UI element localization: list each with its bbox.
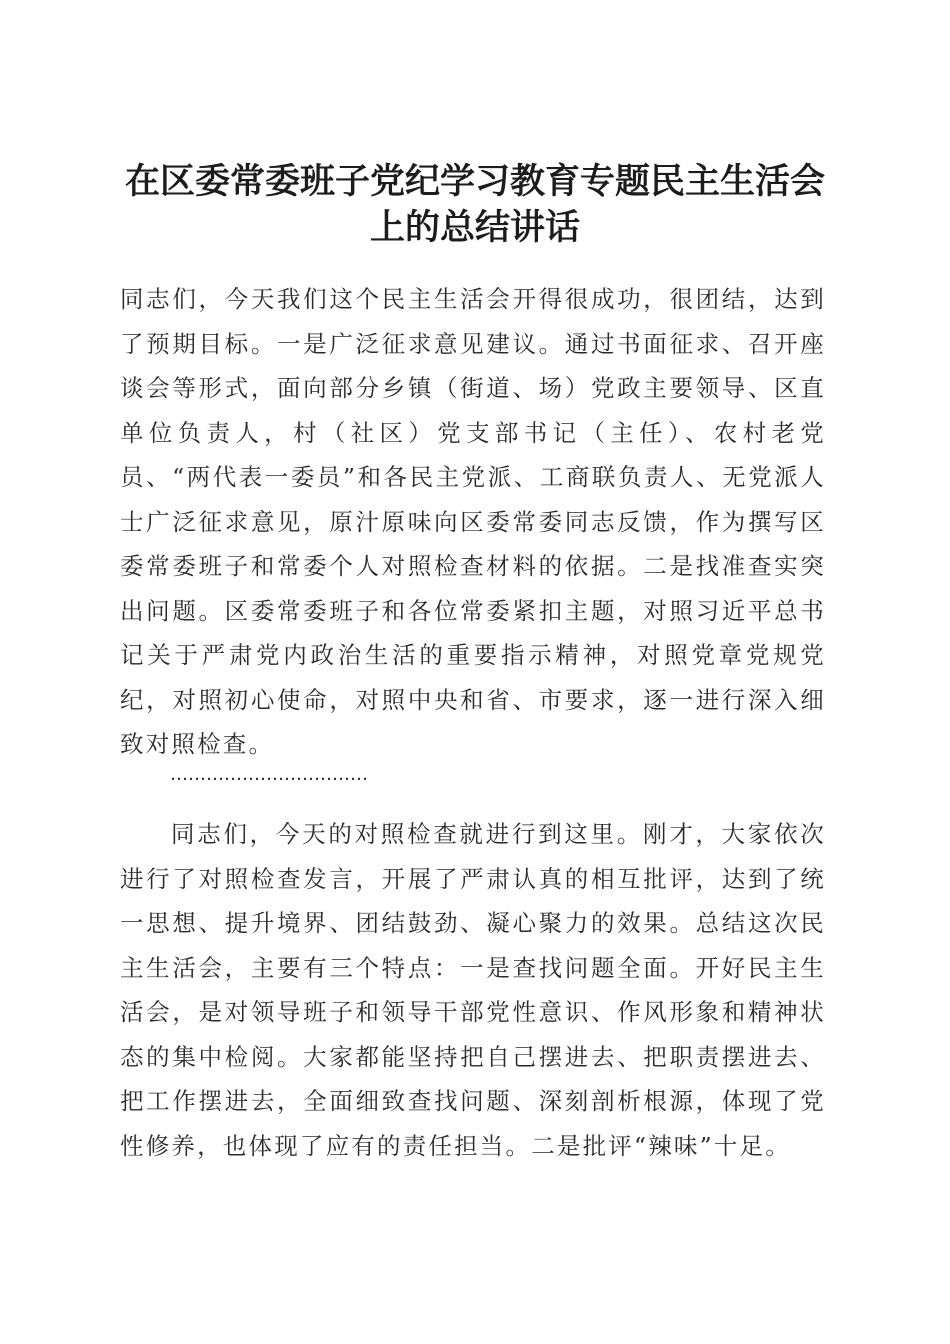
section-ellipsis: …………………………… [170, 764, 368, 785]
body-paragraph-1: 同志们，今天我们这个民主生活会开得很成功，很团结，达到了预期目标。一是广泛征求意见建议。通过书面征求、召开座谈会等形式，面向部分乡镇（街道、场）党政主要领导、区直单位负责人，村（社区）党支部书记（主任）、农村老党员、“两代表一委员”和各民主党派、工商联负责人、无党派人士广泛征求意见，原汁原味向区委常委同志反馈，作为撰写区委常委班子和常委个人对照检查材料的依据。二是找准查实突出问题。区委常委班子和各位常委紧扣主题，对照习近平总书记关于严肃党内政治生活的重要指示精神，对照党章党规党纪，对照初心使命，对照中央和省、市要求，逐一进行深入细致对照检查。 [120, 285, 826, 758]
title-line-2: 上的总结讲话 [369, 207, 580, 249]
document-title [100, 159, 850, 251]
title-line-1: 在区委常委班子党纪学习教育专题民主生活会 [124, 161, 825, 203]
body-paragraph-2: 同志们，今天的对照检查就进行到这里。刚才，大家依次进行了对照检查发言，开展了严肃认真的相互批评，达到了统一思想、提升境界、团结鼓劲、凝心聚力的效果。总结这次民主生活会，主要有三个特点：一是查找问题全面。开好民主生活会，是对领导班子和领导干部党性意识、作风形象和精神状态的集中检阅。大家都能坚持把自己摆进去、把职责摆进去、把工作摆进去，全面细致查找问题、深刻剖析根源，体现了党性修养，也体现了应有的责任担当。二是批评“辣味”十足。 [120, 820, 826, 1160]
